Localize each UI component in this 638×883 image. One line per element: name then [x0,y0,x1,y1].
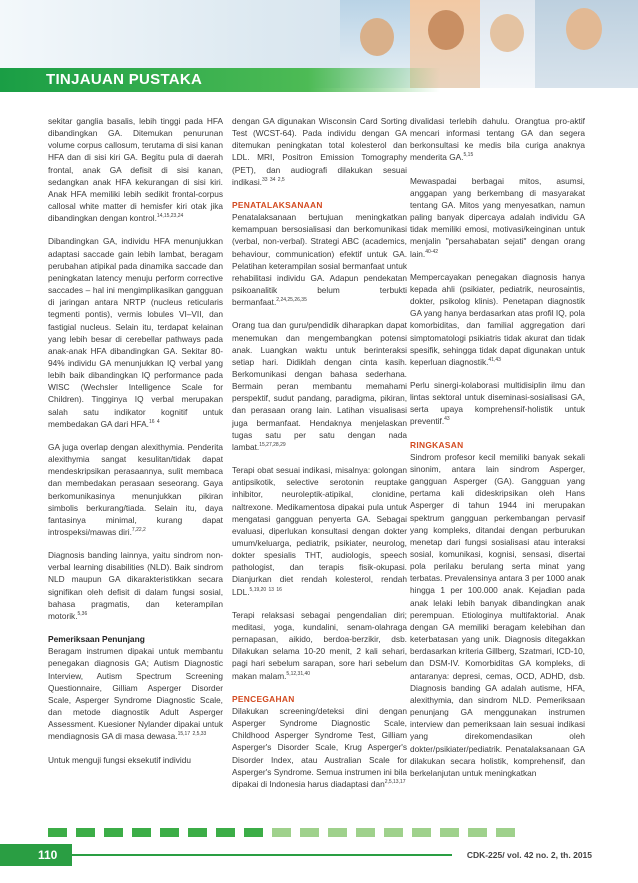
decor-square [132,828,151,837]
decor-square [496,828,515,837]
paragraph: Perlu sinergi-kolaborasi multidisiplin ilmu dan lintas sektoral untuk diseminasi-sosialisasi GA, serta upaya komprehensif-holistik untuk preventif.$^{43}$ [410,379,585,427]
decor-square [272,828,291,837]
decor-square [384,828,403,837]
decor-square [160,828,179,837]
banner-photo-person [490,14,524,52]
paragraph: Penatalaksanaan bertujuan meningkatkan kemampuan bersosialisasi dan berkomunikasi (verbal, non-verbal). Strategi ABC (academics, behaviour, communication) efektif untuk GA. Pelatihan keterampilan sosial bermanfaat untuk rehabilitasi individu GA. Adapun pendekatan psikoanalitik belum terbukti bermanfaat.$^{2,24,25,26,35}$ [232,212,407,308]
decor-square [244,828,263,837]
paragraph: Mempercayakan penegakan diagnosis hanya kepada ahli (psikiater, pediatrik, neurosaintis, dokter, psikolog klinis). Penetapan diagnostik GA yang hanya berdasarkan atas profil IQ, pola komorbiditas, dan familial aggregation dari simptomatologi psikiatris tidak akurat dan tidak spesifik, sehingga tidak dapat digunakan untuk keperluan diagnostik.$^{41,43}$ [410,271,585,367]
page-footer [0,844,638,866]
paragraph: Diagnosis banding lainnya, yaitu sindrom non-verbal learning disabilities (NLD). Baik sindrom NLD maupun GA dikarakteristikkan secara signifikan oleh defisit di dalam fungsi sosial, bahasa pragmatis, dan keterampilan motorik.$^{5,36}$ [48,550,223,621]
paragraph: GA juga overlap dengan alexithymia. Penderita alexithymia sangat kesulitan/tidak dapat mendeskripsikan perasaannya, sulit membaca dan membedakan perasaan seseorang. Gaya berkomunikasinya menunjukkan pikiran simbolis berkurang/tiada. Selain itu, daya fantasinya minimal, kurang dapat introspeksi/mawas diri.$^{7,22,2}$ [48,441,223,537]
decor-square [48,828,67,837]
paragraph: Dilakukan screening/deteksi dini dengan Asperger Syndrome Diagnostic Scale, Childhood Asperger Syndrome Test, Gilliam Asperger's Disorder Scale, Krug Asperger's Disorder Index, atau Australian Scale for Asperger's Syndrome. Semua instrumen ini bila dipakai di Indonesia harus diadaptasi dan$^{2,5,13,17}$ [232,705,407,789]
paragraph: Beragam instrumen dipakai untuk membantu penegakan diagnosis GA; Autism Diagnostic Interview, Autism Spectrum Screening Questionnaire, Gilliam Asperger Disorder Scale, Asperger Syndrome Diagnostic Scale, dan metode diagnostik Adult Asperger Assessment. Kuesioner Nylander dipakai untuk mendiagnosis GA di masa dewasa.$^{15,17}$ $^{2,5,33}$ [48,646,223,742]
decor-square [76,828,95,837]
paragraph: Sindrom profesor kecil memiliki banyak sekali sinonim, antara lain sindrom Asperger, gangguan Asperger (GA). Gangguan yang pertama kali dideskripsikan oleh Hans Asperger di tahun 1944 ini merupakan spektrum gangguan perkembangan pervasif yang kompleks, ditandai dengan perburukan menetap dari fungsi sosialisasi atau interaksi sosial, komunikasi, kognisi, sensasi, disertai pola perilaku berulang serta minat yang terbatas. Prevalensinya antara 3 per 1000 anak hingga 1 per 100.000 anak. Kejadian pada anak lelaki lebih banyak dibandingkan anak perempuan. Etiologinya multifaktorial. Anak dengan GA memiliki beragam kelebihan dan keterbatasan yang unik. Diagnosis ditegakkan berdasarkan kriteria Gillberg, Szatmari, ICD-10, dan DSM-IV. Komorbiditas GA kompleks, di antaranya: depresi, cemas, OCD, ADHD, dsb. Diagnosis banding GA adalah autisme, HFA, alexithymia, dan sindrom NLD. Pemeriksaan penunjang GA menggunakan instrumen interview dan pemeriksaan lain sesuai indikasi yang direkomendasikan oleh dokter/psikiater/pediatrik. Penatalaksanaan GA dilakukan secara holistik, komprehensif, dan berkelanjutan untuk meningkatkan [410,451,585,778]
banner-photo-person [566,8,602,50]
subheading-pemeriksaan: Pemeriksaan Penunjang [48,634,145,645]
heading-pencegahan: PENCEGAHAN [232,693,295,704]
decor-square [216,828,235,837]
paragraph: divalidasi terlebih dahulu. Orangtua pro-aktif mencari informasi tentang GA dan segera berkonsultasi ke medis bila curiga anaknya menderita GA.$^{5,15}$ [410,116,585,163]
decor-square [440,828,459,837]
banner-photo-person [360,18,394,56]
decor-square [188,828,207,837]
decorative-squares [48,824,598,836]
journal-citation: CDK-225/ vol. 42 no. 2, th. 2015 [466,850,592,860]
paragraph: Terapi obat sesuai indikasi, misalnya: golongan antipsikotik, selective serotonin reuptake inhibitor, neuroleptik-atipikal, clonidine, naltrexone. Medikamentosa dipakai pula untuk mengatasi gangguan penyerta GA. Sebagai evaluasi, diperlukan konsultasi dengan dokter umum/keluarga, pediatrik, psikiater, neurolog, dokter spesialis THT, audiologis, speech pathologist, dan terapis fisik-okupasi. Dianjurkan diet rendah kolesterol, rendah LDL.$^{5,19,20}$ $^{13}$ $^{16}$ [232,465,407,597]
paragraph: Terapi relaksasi sebagai pengendalian diri; meditasi, yoga, kundalini, senam-olahraga pernapasan, aikido, berdoa-berzikir, dsb. Dilakukan selama 10-20 menit, 2 kali sehari, pagi hari sebelum sarapan, sore hari sebelum makan malam.$^{5,12,31,40}$ [232,609,407,681]
decor-square [412,828,431,837]
text-column-3 [410,115,585,790]
banner-photo-person [428,10,464,50]
paragraph: Mewaspadai berbagai mitos, asumsi, anggapan yang berkembang di masyarakat tentang GA. Mitos yang menyesatkan, namun paling banyak dipercaya adalah individu GA tidak memiliki emosi, motivasi/keinginan untuk menjalin "persahabatan sejati" dengan orang lain.$^{40-42}$ [410,175,585,259]
section-title: TINJAUAN PUSTAKA [46,71,203,88]
decor-square [356,828,375,837]
paragraph: Untuk menguji fungsi eksekutif individu [48,754,191,765]
footer-rule [72,854,452,856]
paragraph: dengan GA digunakan Wisconsin Card Sorting Test (WCST-64). Pada individu dengan GA ditemukan peningkatan total kolesterol dan LDL. MRI, Positron Emission Tomography (PET), dan audiografi dilakukan sesuai indikasi.$^{33}$ $^{34}$ $^{2,5}$ [232,116,407,187]
decor-square [104,828,123,837]
decor-square [468,828,487,837]
paragraph: Orang tua dan guru/pendidik diharapkan dapat menemukan dan mengembangkan potensi anak. Luangkan waktu untuk berinteraksi setiap hari. Didiklah dengan cinta kasih. Berkomunikasi dengan bahasa sederhana. Bermain peran membantu memahami perspektif, sudut pandang, paradigma, pikiran, dan perasaan orang lain. Latihan visualisasi juga bermanfaat. Hendaknya menjelaskan tugas satu per satu dengan nada lambat.$^{15,27,28,29}$ [232,320,407,452]
paragraph: Dibandingkan GA, individu HFA menunjukkan adaptasi saccade gain lebih lambat, beragam perubahan atipikal pada dinamika saccade dan peningkatan latency menuju perform corrective saccades – hal ini mengimplikasikan gangguan di jaringan antara NRTP (nucleus reticularis tegmenti pontis), vermis lobules VI–VII, dan fastigial nucleus. Selain itu, terdapat kelainan yang lebih besar di cerebellar pathways pada anak-anak HFA dibandingkan GA. Sekitar 80-94% individu GA menunjukkan IQ verbal yang lebih baik dibandingkan IQ performance pada WISC (Wechsler Intelligence Scale for Children). Tingginya IQ verbal merupakan salah satu indikator kognitif untuk membedakan GA dari HFA.$^{16}$ $^4$ [48,236,223,429]
paragraph: sekitar ganglia basalis, lebih tinggi pada HFA dibandingkan GA. Ditemukan penurunan volume corpus callosum, terutama di sisi kanan HFA dan di sisi kiri GA. Begitu pula di daerah frontal, anak GA defisit di sisi kanan, sedangkan anak HFA kekurangan di sisi kiri. Anak HFA memiliki lebih sedikit frontal-corpus callosal white matter di hemisfer kiri otak jika dibandingkan dengan kontrol.$^{14,15,23,24}$ [48,116,223,224]
decor-square [300,828,319,837]
page-number-box [0,844,72,866]
section-title-bar [0,68,440,92]
page-number: 110 [38,848,58,862]
decor-square [328,828,347,837]
heading-ringkasan: RINGKASAN [410,439,464,450]
heading-penatalaksanaan: PENATALAKSANAAN [232,199,323,210]
text-column-2 [232,115,407,801]
text-column-1 [48,115,223,777]
